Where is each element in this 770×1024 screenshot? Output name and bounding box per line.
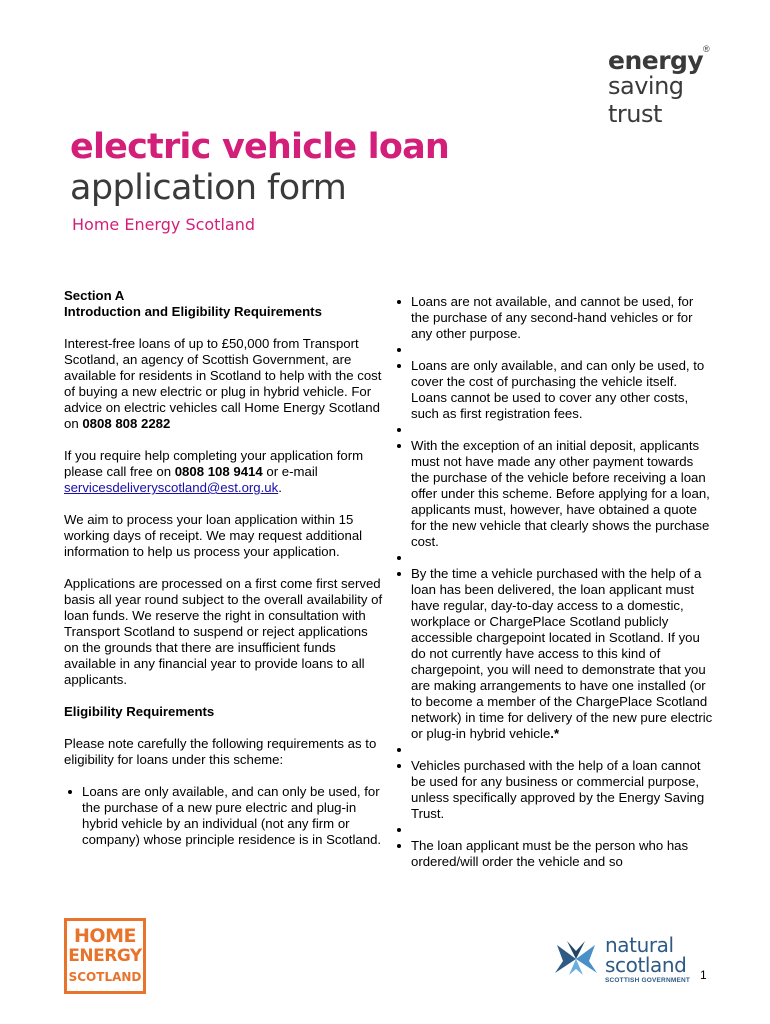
list-item: Loans are not available, and cannot be used, for the purchase of any second-hand vehicles or for any other purpose. [393, 294, 713, 342]
left-bullet-list [64, 784, 384, 848]
help-middle: or e-mail [262, 464, 318, 479]
help-prefix: If you require help completing your application form please call free on [64, 448, 364, 479]
registered-mark: ® [703, 44, 710, 54]
right-bullet-list [393, 294, 713, 870]
help-phone-number: 0808 108 9414 [174, 464, 263, 479]
natural-scotland-logo [553, 935, 693, 985]
processing-paragraph: We aim to process your loan application within 15 working days of receipt. We may request additional information to help us process your application. [64, 512, 363, 559]
ns-logo-line-2: scotland [605, 953, 687, 977]
section-subheading: Introduction and Eligibility Requirements [64, 304, 322, 319]
advice-phone-number: 0808 808 2282 [82, 416, 171, 431]
help-suffix: . [278, 480, 282, 495]
list-item: The loan applicant must be the person who has ordered/will order the vehicle and so [393, 838, 713, 870]
logo-line-saving: saving [608, 72, 684, 100]
ns-logo-line-1: natural [605, 933, 674, 957]
page-number: 1 [700, 968, 707, 982]
hes-logo-line-3: SCOTLAND [68, 970, 142, 984]
hes-logo-line-2: ENERGY [68, 946, 142, 966]
document-title-line-2: application form [70, 168, 347, 208]
hes-logo-line-1: HOME [74, 925, 136, 947]
help-email-link[interactable]: servicesdeliveryscotland@est.org.uk [64, 480, 279, 495]
list-item [393, 566, 713, 742]
ns-logo-line-3: SCOTTISH GOVERNMENT [605, 977, 691, 984]
chargepoint-requirement-text: By the time a vehicle purchased with the help of a loan has been delivered, the loan applicant must have regular, day-to-day access to a domestic, workplace or ChargePlace Scotland publicly accessible chargepoint located in Scotland. If you do not currently have access to this kind of chargepoint, you will need to demonstrate that you are making arrangements to have one installed (or to become a member of the ChargePlace Scotland network) in time for delivery of the new pure electric or plug-in hybrid vehicle [411, 566, 713, 741]
eligibility-intro: Please note carefully the following requirements as to eligibility for loans under this scheme: [64, 736, 377, 767]
list-item: Loans are only available, and can only be used, to cover the cost of purchasing the vehicle itself. Loans cannot be used to cover any other costs, such as first registration fees. [393, 358, 713, 422]
logo-line-energy: energy [608, 46, 704, 75]
intro-paragraph [64, 336, 384, 432]
logo-line-trust: trust [608, 100, 662, 128]
saltire-butterfly-icon [553, 939, 599, 977]
energy-saving-trust-logo [608, 44, 718, 128]
eligibility-heading: Eligibility Requirements [64, 704, 215, 719]
list-item: With the exception of an initial deposit, applicants must not have made any other payment towards the purchase of the vehicle before receiving a loan offer under this scheme. Before applying for a loan, applicants must, however, have obtained a quote for the new vehicle that clearly shows the purchase cost. [393, 438, 713, 550]
intro-text: Interest-free loans of up to £50,000 from Transport Scotland, an agency of Scottish Government, are available for residents in Scotland to help with the cost of buying a new electric or plug in hybrid vehicle. For advice on electric vehicles call Home Energy Scotland on [64, 336, 382, 431]
document-subtitle: Home Energy Scotland [72, 215, 255, 234]
right-column [393, 294, 713, 870]
first-come-paragraph: Applications are processed on a first come first served basis all year round subject to the overall availability of loan funds. We reserve the right in consultation with Transport Scotland to suspend or reject applications on the grounds that there are insufficient funds available in any financial year to provide loans to all applicants. [64, 576, 383, 687]
help-paragraph [64, 448, 384, 496]
footnote-asterisk: .* [550, 726, 560, 741]
section-heading: Section A [64, 288, 125, 303]
left-column [64, 288, 384, 848]
home-energy-scotland-logo [64, 918, 146, 994]
document-title-line-1: electric vehicle loan [70, 127, 450, 167]
list-item: Vehicles purchased with the help of a loan cannot be used for any business or commercial purpose, unless specifically approved by the Energy Saving Trust. [393, 758, 713, 822]
list-item: Loans are only available, and can only be used, for the purchase of a new pure electric and plug-in hybrid vehicle by an individual (not any firm or company) whose principle residence is in Scotland. [64, 784, 384, 848]
